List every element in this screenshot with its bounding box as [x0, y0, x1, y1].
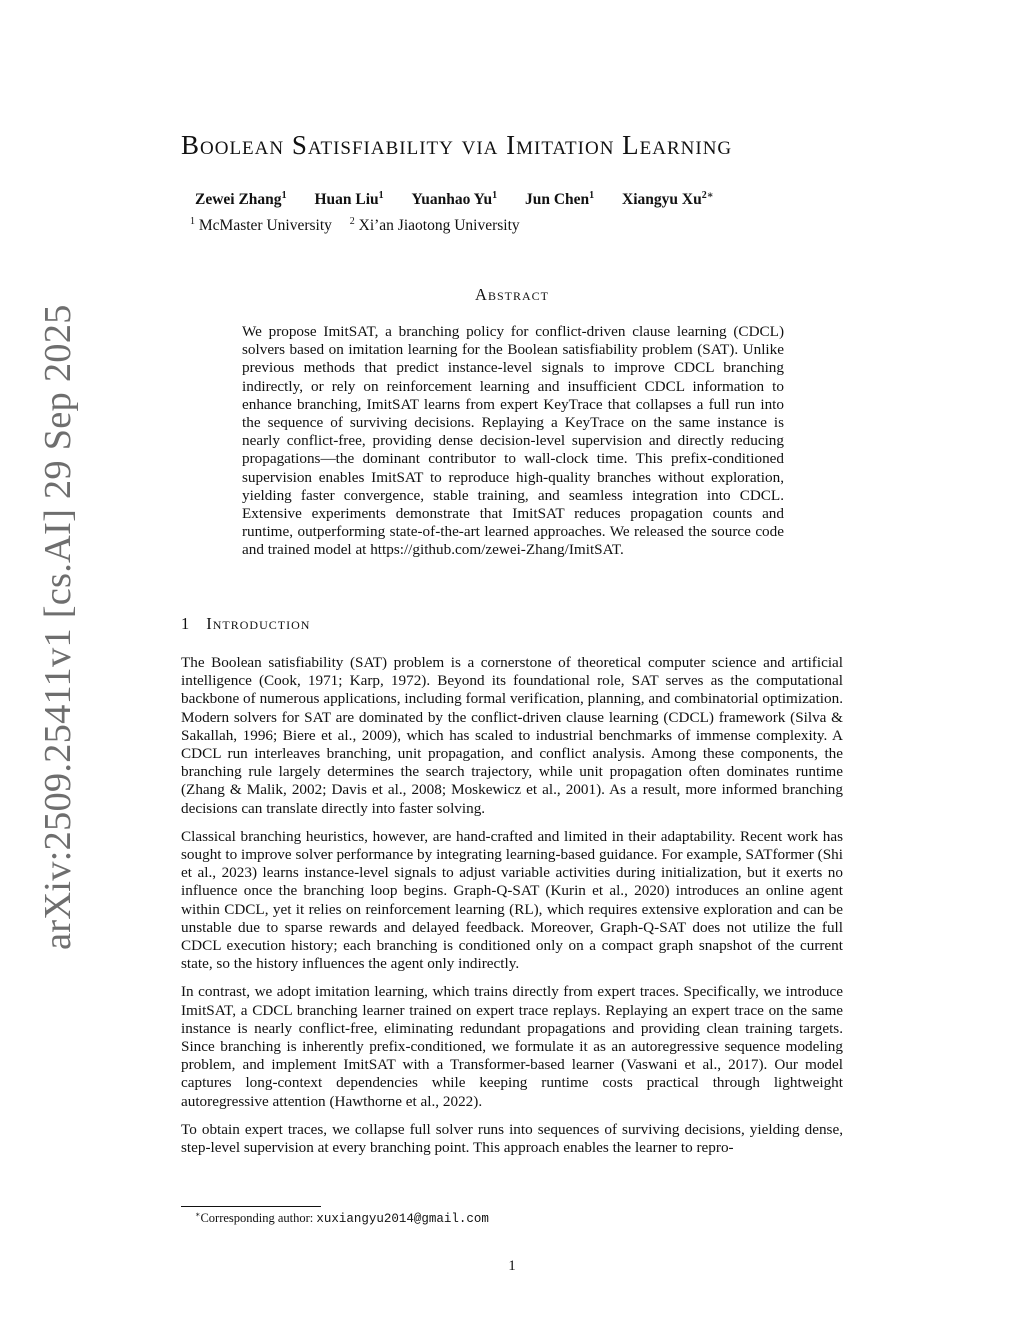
footnote-label: Corresponding author:	[200, 1211, 314, 1226]
body-paragraph: To obtain expert traces, we collapse full solver runs into sequences of surviving decisions, yielding dense, step-level supervision at every branching point. This approach enables the learner to repro-	[181, 1120, 843, 1157]
corresponding-email-link[interactable]: xuxiangyu2014@gmail.com	[316, 1212, 489, 1227]
body-paragraph: The Boolean satisfiability (SAT) problem is a cornerstone of theoretical computer science and artificial intelligence (Cook, 1971; Karp, 1972). Beyond its foundational role, SAT serves as the computational backbone of numerous applications, including formal verification, planning, and combinatorial optimization. Modern solvers for SAT are dominated by the conflict-driven clause learning (CDCL) framework (Silva & Sakallah, 1996; Biere et al., 2009), which has scaled to industrial benchmarks of immense complexity. A CDCL run interleaves branching, unit propagation, and conflict analysis. Among these components, the branching rule largely determines the search trajectory, while unit propagation often dominates runtime (Zhang & Malik, 2002; Davis et al., 2008; Moskewicz et al., 2001). As a result, more informed branching decisions can translate directly into faster solving.	[181, 654, 843, 817]
author	[412, 191, 498, 208]
affiliation-name: Xi’an Jiaotong University	[358, 217, 520, 235]
section-title: Introduction	[206, 614, 311, 633]
introduction-body	[181, 654, 843, 1167]
author-name: Jun Chen	[524, 191, 590, 209]
author	[622, 191, 714, 208]
paper-title: Boolean Satisfiability via Imitation Learning	[181, 130, 733, 160]
body-paragraph: In contrast, we adopt imitation learning, which trains directly from expert traces. Specifically, we introduce ImitSAT, a CDCL branching learner trained on expert trace replays. Replaying an expert trace on the same instance is nearly conflict-free, eliminating redundant propagations and providing clean training targets. Since branching is inherently prefix-conditioned, we formulate it as an autoregressive sequence modeling problem, and implement ImitSAT with a Transformer-based learner (Vaswani et al., 2017). Our model captures long-context dependencies while keeping runtime costs practical through lightweight autoregressive attention (Hawthorne et al., 2022).	[181, 983, 843, 1110]
abstract-text: We propose ImitSAT, a branching policy for conflict-driven clause learning (CDCL) solvers based on imitation learning for the Boolean satisfiability problem (SAT). Unlike previous methods that predict instance-level signals to improve CDCL branching indirectly, or rely on reinforcement learning and insufficient CDCL information to enhance branching, ImitSAT learns from expert KeyTrace that collapses a full run into the sequence of surviving decisions. Replaying a KeyTrace on the same instance is nearly conflict-free, providing dense decision-level supervision and directly reducing propagations—the dominant contributor to wall-clock time. This prefix-conditioned supervision enables ImitSAT to reproduce high-quality branches without exploration, yielding faster convergence, stable training, and seamless integration into CDCL. Extensive experiments demonstrate that ImitSAT reduces propagation counts and runtime, outperforming state-of-the-art learned approaches. We released the source code and trained model at https://github.com/zewei-Zhang/ImitSAT.	[242, 323, 784, 559]
page-number: 1	[508, 1258, 516, 1274]
author	[314, 191, 383, 208]
abstract-heading: Abstract	[475, 285, 549, 304]
affiliation-name: McMaster University	[198, 217, 332, 235]
footnote-divider	[181, 1206, 321, 1207]
author	[195, 191, 287, 208]
author-name: Yuanhao Yu	[411, 191, 493, 209]
arxiv-identifier-stamp: arXiv:2509.25411v1 [cs.AI] 29 Sep 2025	[37, 304, 79, 950]
author-name: Huan Liu	[314, 191, 379, 209]
affiliation-list	[190, 216, 534, 235]
body-paragraph: Classical branching heuristics, however, are hand-crafted and limited in their adaptability. Recent work has sought to improve solver performance by integrating learning-based guidance. For example, SATformer (Shi et al., 2023) learns instance-level signals to adjust variable activities during initialization, but it exerts no influence once the branching loop begins. Graph-Q-SAT (Kurin et al., 2020) introduces an online agent within CDCL, yet it relies on reinforcement learning (RL), which requires extensive exploration and can be unstable due to sparse rewards and delayed feedback. Moreover, Graph-Q-SAT does not utilize the full CDCL execution history; each branching is conditioned only on a compact graph snapshot of the current state, so the history influences the agent only indirectly.	[181, 827, 843, 973]
affiliation-mark: 1	[190, 216, 195, 227]
affiliation-mark: 1	[589, 190, 595, 201]
affiliation-mark: 2	[349, 216, 355, 227]
author	[525, 191, 594, 208]
affiliation-mark: 2∗	[701, 190, 714, 201]
footnote-corresponding-author	[195, 1210, 489, 1226]
affiliation-mark: 1	[378, 190, 384, 201]
affiliation-mark: 1	[492, 190, 498, 201]
affiliation-mark: 1	[281, 190, 287, 201]
section-number: 1	[181, 614, 191, 633]
author-list	[195, 190, 738, 209]
section-heading-introduction	[181, 614, 310, 634]
affiliation	[190, 217, 332, 234]
footnote-mark: ∗	[195, 1210, 201, 1219]
affiliation	[350, 217, 520, 234]
author-name: Xiangyu Xu	[622, 191, 702, 209]
author-name: Zewei Zhang	[195, 191, 282, 209]
